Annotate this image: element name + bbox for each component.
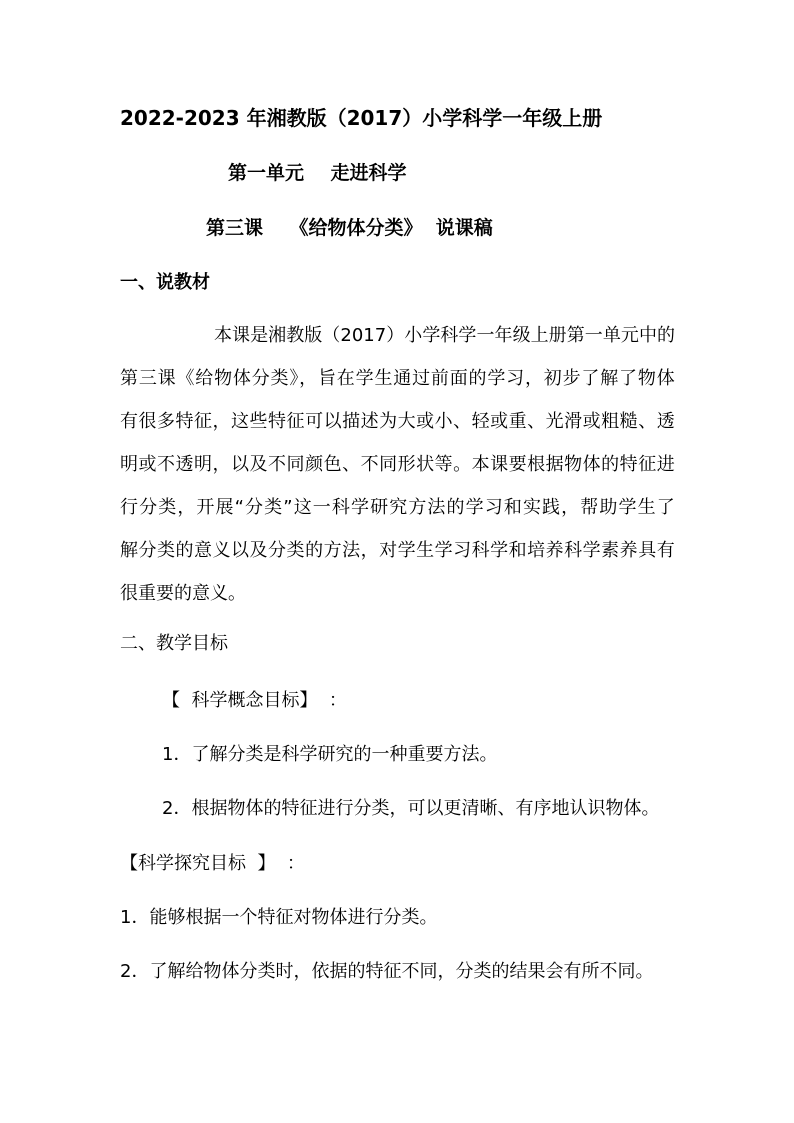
paragraph-line: 很重要的意义。 — [120, 583, 246, 604]
concept-goal-label: 【 科学概念目标】 ： — [162, 690, 347, 711]
document-title: 2022-2023 年湘教版（2017）小学科学一年级上册 — [120, 106, 603, 130]
paragraph-line: 解分类的意义以及分类的方法，对学生学习科学和培养科学素养具有 — [120, 540, 675, 561]
section-heading-textbook: 一、说教材 — [120, 272, 210, 293]
inquiry-goal-label: 【科学探究目标 】 ： — [120, 853, 305, 874]
lesson-heading: 第三课 《给物体分类》 说课稿 — [206, 217, 493, 239]
inquiry-goal-item: 1．能够根据一个特征对物体进行分类。 — [120, 907, 438, 928]
concept-goal-item: 2．根据物体的特征进行分类，可以更清晰、有序地认识物体。 — [162, 798, 660, 819]
inquiry-goal-item: 2．了解给物体分类时，依据的特征不同，分类的结果会有所不同。 — [120, 961, 654, 982]
concept-goal-item: 1．了解分类是科学研究的一种重要方法。 — [162, 744, 498, 765]
section-heading-objectives: 二、教学目标 — [120, 633, 228, 654]
paragraph-line: 行分类，开展“分类”这一科学研究方法的学习和实践，帮助学生了 — [120, 497, 675, 518]
paragraph-line: 本课是湘教版（2017）小学科学一年级上册第一单元中的 — [214, 325, 675, 346]
paragraph-line: 第三课《给物体分类》，旨在学生通过前面的学习，初步了解了物体 — [120, 368, 675, 389]
paragraph-line: 明或不透明，以及不同颜色、不同形状等。本课要根据物体的特征进 — [120, 454, 675, 475]
unit-heading: 第一单元 走进科学 — [228, 162, 407, 184]
paragraph-line: 有很多特征，这些特征可以描述为大或小、轻或重、光滑或粗糙、透 — [120, 411, 675, 432]
